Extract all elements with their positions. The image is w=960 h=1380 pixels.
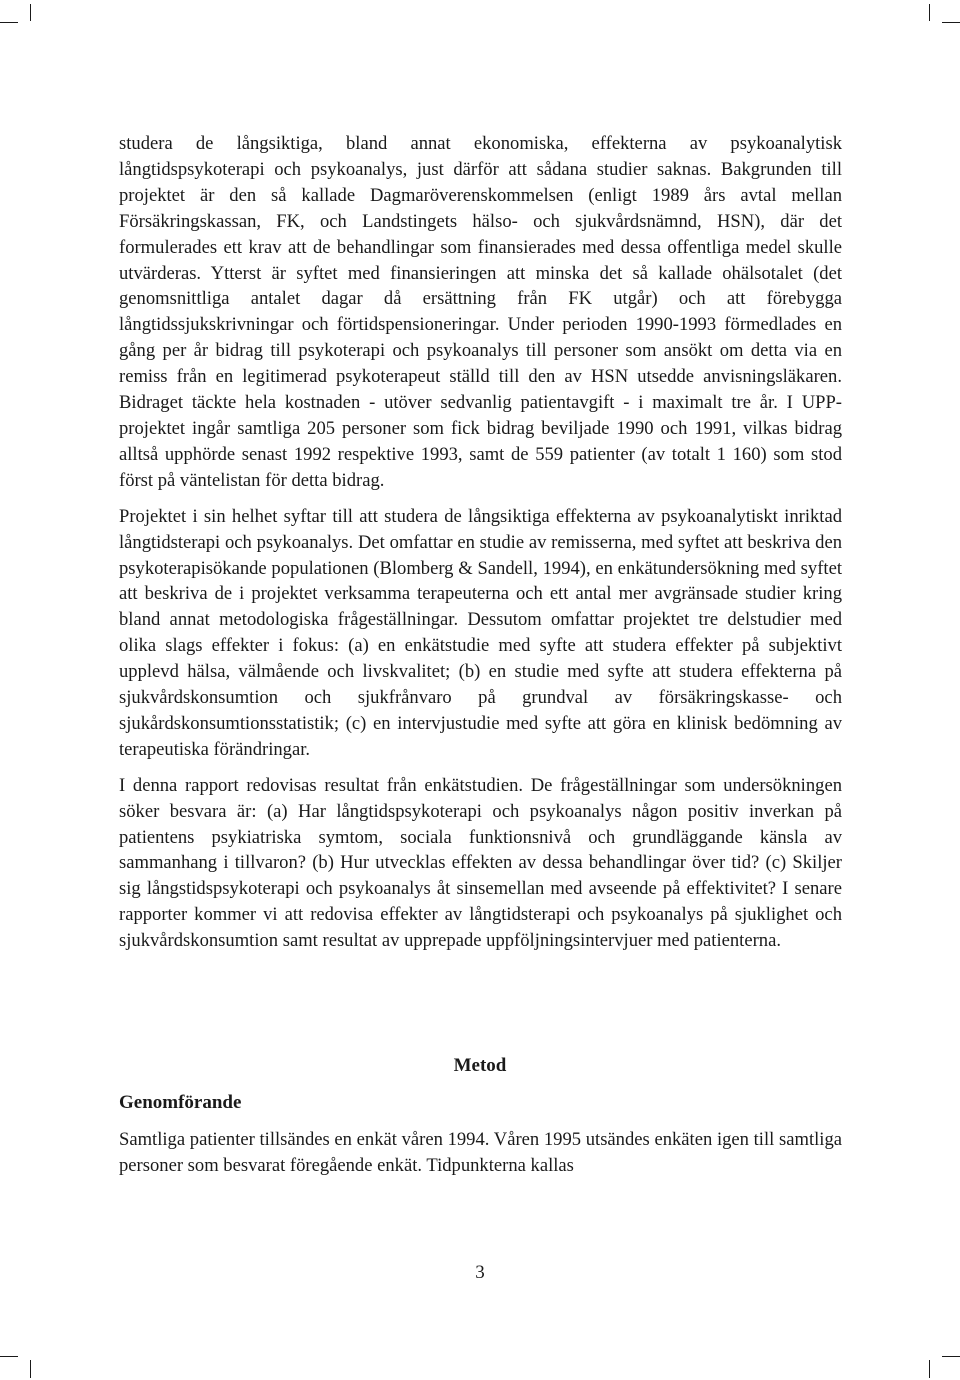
paragraph-background: studera de långsiktiga, bland annat ekonomiska, effekterna av psykoanalytisk långtidspsykoterapi och psykoanalys, just därför att sådana studier saknas. Bakgrunden till projektet är den så kallade Dagmaröverenskommelsen (enligt 1989 års avtal mellan Försäkringskassan, FK, och Landstingets hälso- och sjukvårdsnämnd, HSN), där det formulerades ett krav att de behandlingar som finansierades med dessa offentliga medel skulle utvärderas. Ytterst är syftet med finansieringen att minska det så kallade ohälsotalet (det genomsnittliga antalet dagar då ersättning från FK utgår) och att förebygga långtidssjukskrivningar och förtidspensioneringar. Under perioden 1990-1993 förmedlades en gång per år bidrag till psykoterapi och psykoanalys till personer som ansökt om detta via en remiss från en legitimerad psykoterapeut ställd till den av HSN utsedde anvisningsläkaren. Bidraget täckte hela kostnaden - utöver sedvanlig patientavgift - i maximalt tre år. I UPP-projektet ingår samtliga 205 personer som fick bidrag beviljade 1990 och 1991, vilkas bidrag alltså upphörde senast 1992 respektive 1993, samt de 559 patienter (av totalt 1 160) som stod först på väntelistan för detta bidrag. (119, 133, 842, 491)
paragraph-report-questions: I denna rapport redovisas resultat från enkätstudien. De frågeställningar som undersökningen söker besvara är: (a) Har långtidspsykoterapi och psykoanalys någon positiv inverkan på patientens psykiatriska symtom, sociala funktionsnivå och grundläggande känsla av sammanhang i tillvaron? (b) Hur utvecklas effekten av dessa behandlingar över tid? (c) Skiljer sig långstidspsykoterapi och psykoanalys åt sinsemellan med avseende på effektivitet? I senare rapporter kommer vi att redovisa effekter av långtidsterapi och psykoanalys på sjuklighet och sjukvårdskonsumtion samt resultat av upprepade uppföljningsintervjuer med patienterna. (119, 774, 842, 952)
crop-mark-top-right-horizontal (942, 22, 960, 23)
crop-mark-bottom-right-vertical (929, 1360, 930, 1378)
body-text (119, 131, 842, 954)
crop-mark-top-right-vertical (929, 4, 930, 21)
page-number: 3 (475, 1262, 485, 1283)
section-heading: Metod (453, 1055, 507, 1076)
paragraph-procedure: Samtliga patienter tillsändes en enkät våren 1994. Våren 1995 utsändes enkäten igen till samtliga personer som besvarat föregående enkät. Tidpunkterna kallas (119, 1129, 842, 1176)
crop-mark-bottom-right-horizontal (942, 1356, 960, 1357)
sub-heading: Genomförande (119, 1092, 242, 1113)
crop-mark-top-left-vertical (30, 4, 31, 21)
method-text (119, 1127, 842, 1179)
crop-mark-bottom-left-horizontal (0, 1356, 18, 1357)
paragraph-project-aims: Projektet i sin helhet syftar till att studera de långsiktiga effekterna av psykoanalytiskt inriktad långtidsterapi och psykoanalys. Det omfattar en studie av remisserna, med syftet att beskriva den psykoterapisökande populationen (Blomberg & Sandell, 1994), en enkätundersökning med syftet att beskriva de i projektet verksamma terapeuterna och ett antal mer avgränsade studier kring bland annat metodologiska frågeställningar. Dessutom omfattar projektet tre delstudier med olika slags effekter i fokus: (a) en enkätstudie med syfte att studera effekter på subjektivt upplevd hälsa, välmående och livskvalitet; (b) en studie med syfte att studera effekterna på sjukvårdskonsumtion och sjukfrånvaro på grundval av försäkringskasse- och sjukårdskonsumtionsstatistik; (c) en intervjustudie med syfte att göra en klinisk bedömning av terapeutiska förändringar. (119, 505, 842, 760)
crop-mark-bottom-left-vertical (30, 1360, 31, 1378)
crop-mark-top-left-horizontal (0, 22, 18, 23)
